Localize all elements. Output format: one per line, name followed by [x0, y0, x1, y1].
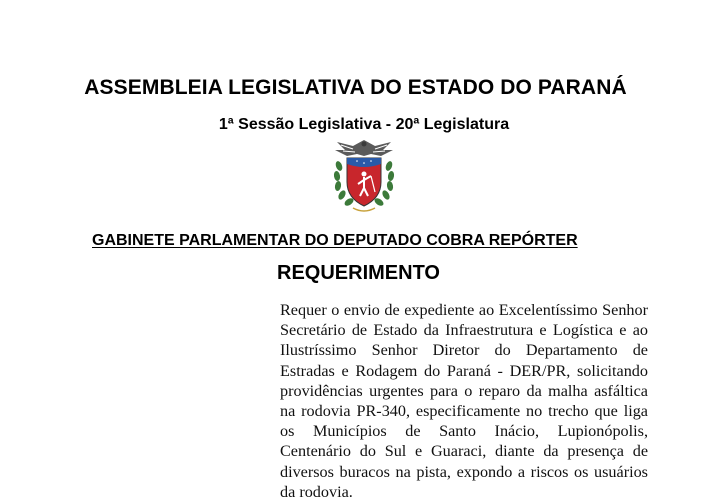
eagle-icon: [335, 140, 393, 156]
page-title: ASSEMBLEIA LEGISLATIVA DO ESTADO DO PARANÁ: [84, 76, 627, 99]
document-type-heading: REQUERIMENTO: [277, 262, 440, 284]
parana-coat-of-arms-icon: [331, 136, 397, 214]
gabinete-heading: GABINETE PARLAMENTAR DO DEPUTADO COBRA REPÓRTER: [92, 232, 578, 249]
legislature-subtitle: 1ª Sessão Legislativa - 20ª Legislatura: [218, 116, 510, 133]
requerimento-body: Requer o envio de expediente ao Excelentíssimo Senhor Secretário de Estado da Infraestrutura e Logística e ao Ilustríssimo Senhor Diretor do Departamento de Estradas e Rodagem do Paraná - DER/PR, solicitando providências urgentes para o reparo da malha asfáltica na rodovia PR-340, especificamente no trecho que liga os Municípios de Santo Inácio, Lupionópolis, Centenário do Sul e Guaraci, diante da presença de diversos buracos na pista, expondo a riscos os usuários da rodovia.: [280, 301, 648, 501]
